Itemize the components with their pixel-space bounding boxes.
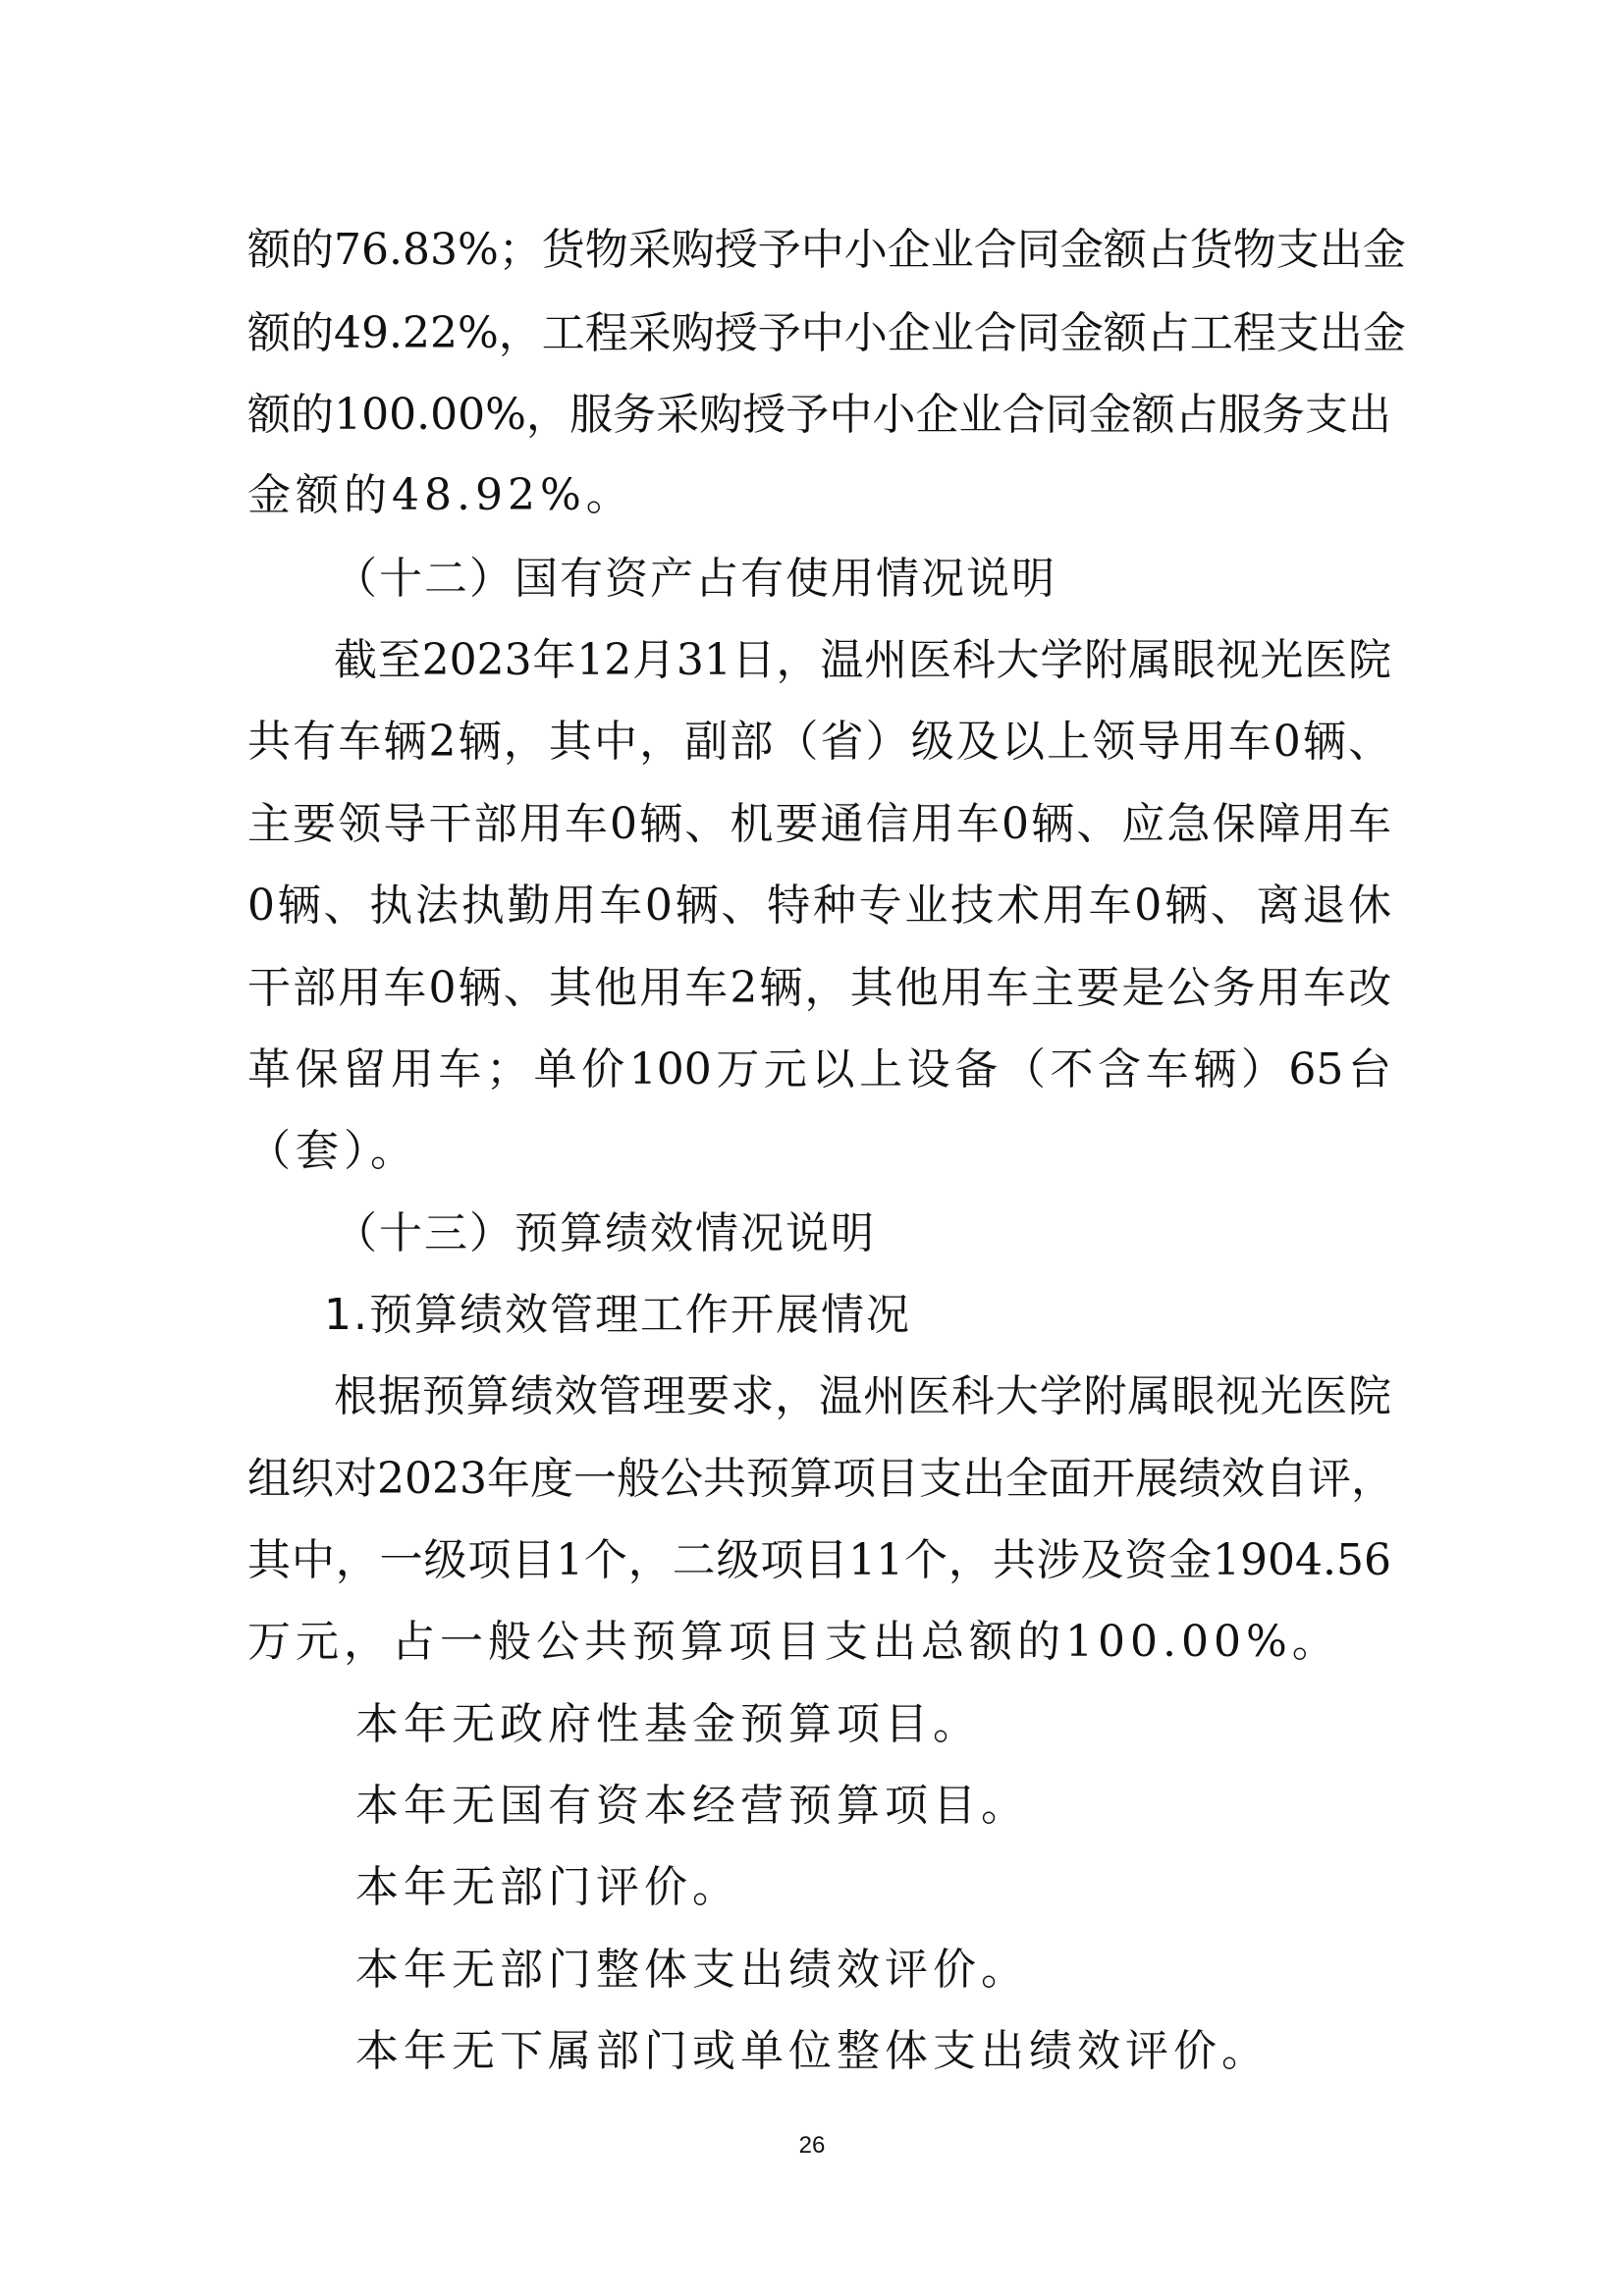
- paragraph-line: 组织对2023年度一般公共预算项目支出全面开展绩效自评，: [247, 1454, 1394, 1504]
- statement-line: 本年无下属部门或单位整体支出绩效评价。: [355, 2026, 1270, 2076]
- paragraph-line: 额的49.22%，工程采购授予中小企业合同金额占工程支出金: [247, 308, 1406, 358]
- section-heading: （十二）国有资产占有使用情况说明: [334, 554, 1056, 604]
- paragraph-line: 根据预算绩效管理要求，温州医科大学附属眼视光医院: [334, 1371, 1391, 1421]
- paragraph-line: 金额的48.92%。: [247, 470, 634, 520]
- paragraph-line: 0辆、执法执勤用车0辆、特种专业技术用车0辆、离退休: [247, 881, 1391, 931]
- paragraph-line: （套）。: [247, 1126, 418, 1176]
- statement-line: 本年无部门整体支出绩效评价。: [355, 1945, 1029, 1995]
- statement-line: 本年无部门评价。: [355, 1862, 740, 1912]
- subsection-heading: 1.预算绩效管理工作开展情况: [324, 1290, 911, 1340]
- paragraph-line: 万元，占一般公共预算项目支出总额的100.00%。: [247, 1617, 1340, 1667]
- paragraph-line: 截至2023年12月31日，温州医科大学附属眼视光医院: [334, 635, 1391, 685]
- page-number: 26: [798, 2132, 826, 2159]
- paragraph-line: 额的100.00%，服务采购授予中小企业合同金额占服务支出: [247, 390, 1391, 440]
- statement-line: 本年无国有资本经营预算项目。: [355, 1781, 1029, 1831]
- paragraph-line: 共有车辆2辆，其中，副部（省）级及以上领导用车0辆、: [247, 717, 1391, 767]
- paragraph-line: 主要领导干部用车0辆、机要通信用车0辆、应急保障用车: [247, 799, 1391, 849]
- section-heading: （十三）预算绩效情况说明: [334, 1208, 876, 1258]
- paragraph-line: 革保留用车；单价100万元以上设备（不含车辆）65台: [247, 1044, 1391, 1095]
- paragraph-line: 干部用车0辆、其他用车2辆，其他用车主要是公务用车改: [247, 963, 1391, 1013]
- paragraph-line: 额的76.83%；货物采购授予中小企业合同金额占货物支出金: [247, 225, 1406, 275]
- paragraph-line: 其中，一级项目1个，二级项目11个，共涉及资金1904.56: [247, 1535, 1391, 1585]
- statement-line: 本年无政府性基金预算项目。: [355, 1699, 981, 1749]
